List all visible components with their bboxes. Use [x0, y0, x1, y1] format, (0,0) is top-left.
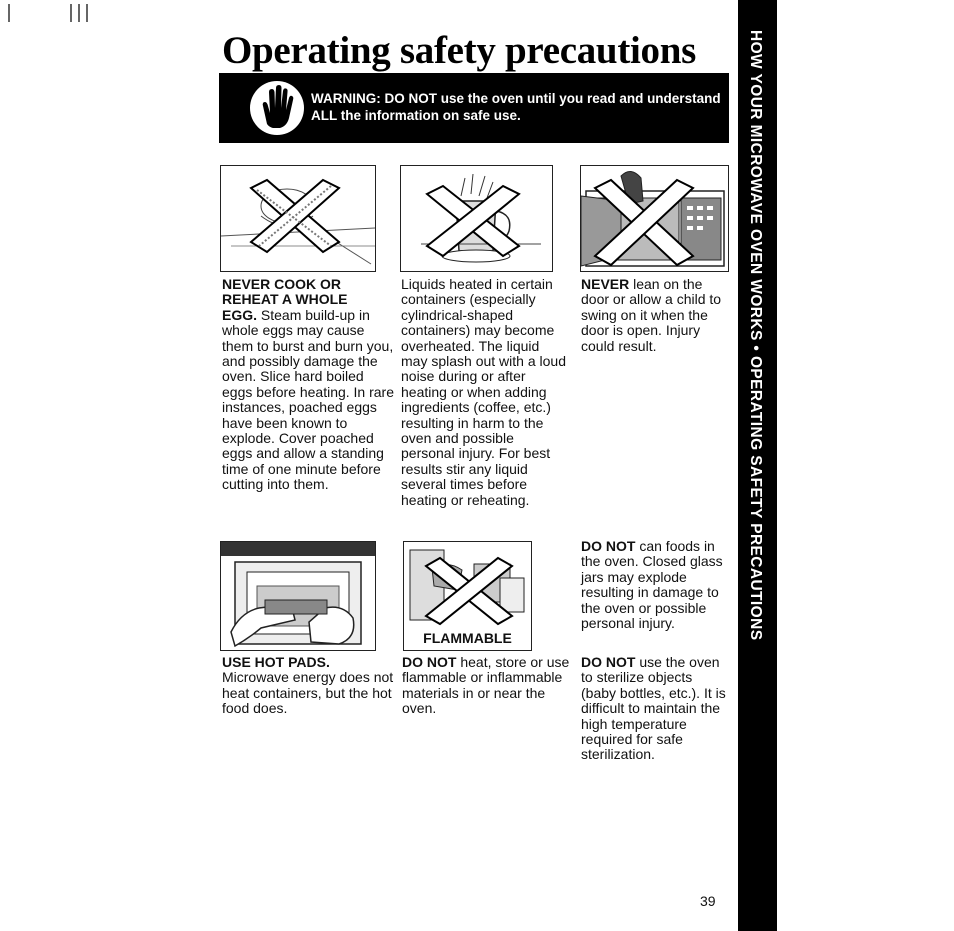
warning-text: WARNING: DO NOT use the oven until you read and understand ALL the information on safe use. — [311, 91, 721, 123]
flammable-lead: DO NOT — [402, 654, 457, 670]
sidebar-tab — [738, 0, 777, 931]
scan-marks — [8, 4, 88, 24]
sterilize-text — [581, 655, 731, 763]
flammable-illustration — [403, 541, 532, 651]
door-body: lean on the door or allow a child to swing on it when the door is open. Injury could result. — [581, 276, 722, 354]
flammable-text — [402, 655, 570, 717]
sterilize-body: use the oven to sterilize objects (baby bottles, etc.). It is difficult to maintain the high temperature required for safe sterilization. — [581, 654, 726, 763]
sterilize-lead: DO NOT — [581, 654, 636, 670]
warning-banner — [219, 73, 729, 143]
hot-pads-illustration — [220, 541, 376, 651]
sidebar-text: HOW YOUR MICROWAVE OVEN WORKS • OPERATING SAFETY PRECAUTIONS — [747, 30, 764, 641]
oven-door-illustration — [580, 165, 729, 272]
egg-heading: NEVER COOK OR REHEAT A WHOLE — [222, 276, 348, 308]
page-number: 39 — [700, 893, 716, 909]
flammable-label: FLAMMABLE — [423, 630, 512, 646]
canning-lead: DO NOT — [581, 538, 636, 554]
egg-body: Steam build-up in whole eggs may cause them to burst and burn you, and possibly damage the oven. Slice hard boiled eggs before heating. In rare instances, poached eggs have been known to explode. Cover poached eggs and allow a standing time of one minute before cutting into them. — [222, 306, 395, 493]
egg-warning-text — [222, 277, 394, 493]
hot-pads-text — [222, 655, 394, 717]
door-lead: NEVER — [581, 276, 630, 292]
liquids-warning-text — [401, 277, 569, 508]
door-warning-text — [581, 277, 731, 354]
stop-hand-icon — [249, 80, 305, 136]
egg-illustration — [220, 165, 376, 272]
hot-pads-heading: USE HOT PADS. — [222, 654, 330, 670]
flammable-body: heat, store or use flammable or inflammable materials in or near the oven. — [402, 654, 570, 717]
page-title: Operating safety precautions — [222, 29, 697, 72]
hot-pads-body: Microwave energy does not heat containers, but the hot food does. — [222, 669, 394, 717]
liquids-body: Liquids heated in certain containers (especially cylindrical-shaped containers) may become overheated. The liquid may splash out with a loud noise during or after heating or when adding ingredients (coffee, etc.) resulting in harm to the oven and possible personal injury. For best results stir any liquid several times before heating or reheating. — [401, 276, 566, 508]
canning-body: can foods in the oven. Closed glass jars may explode resulting in damage to the oven or possible personal injury. — [581, 538, 723, 632]
canning-text — [581, 539, 731, 631]
egg-lead: EGG. — [222, 306, 258, 323]
mug-illustration — [400, 165, 553, 272]
